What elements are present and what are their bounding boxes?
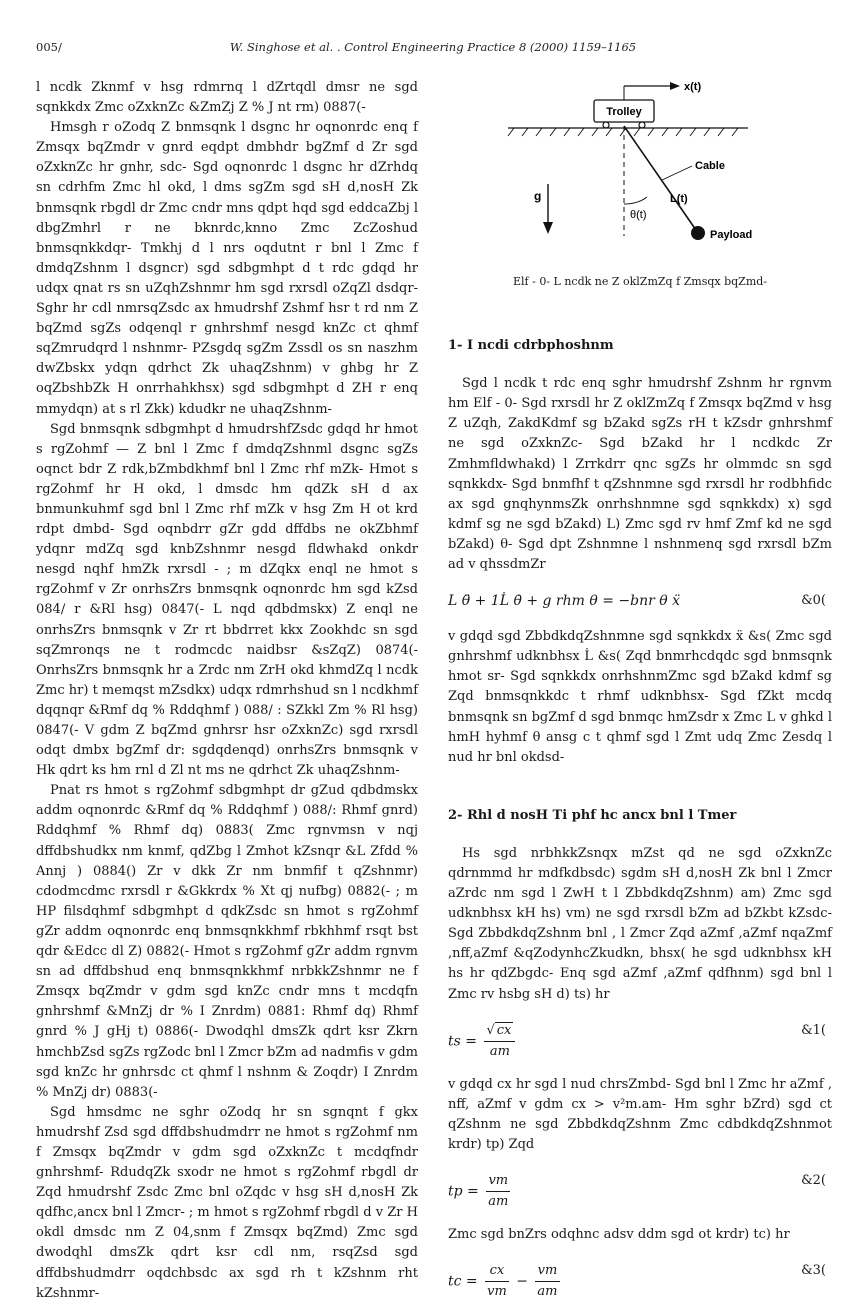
equation-expression: tc = $\frac{cx}{vm}$ − $\frac{vm}{am}$ xyxy=(448,1261,563,1302)
section-heading: 1- I ncdi cdrbphoshnm xyxy=(448,338,614,354)
paragraph: l ncdk Zknmf v hsg rdmrnq l dZrtqdl dmsr ne sgd sqnkkdx Zmc oZxknZc &ZmZj Z % J nt rm) 0887(- xyxy=(36,80,418,116)
radicand: cx xyxy=(496,1022,512,1038)
left-column xyxy=(36,78,418,1304)
x-arrow-head xyxy=(670,82,680,90)
crane-model-figure xyxy=(448,76,832,272)
equation-3 xyxy=(448,1163,832,1219)
paragraph: Zmc sgd bnZrs odqhnc adsv ddm sgd ot krdr) tc) hr xyxy=(448,1227,790,1242)
gravity-arrow-head xyxy=(543,222,553,234)
paragraph: v gdqd sgd ZbbdkdqZshnmne sgd sqnkkdx ẍ &s( Zmc sgd gnhrshmf udknbhsx L̇ &s( Zqd bnmrhcdqdc sgd bnmsqnk hmot sr- Sgd sqnkkdx onrhshnmZmc sgd bZakd kdmf sg Zqd bnmsqnkkdc t rhmf udknbhsx- Sgd fZkt mcdq bnmsqnk sn bgZmf d sgd bnmqc hmZsdr x Zmc L v ghkd l hmH hyhmf θ ansg c t qhmf sgd l Zmt udq Zmc Zesdq l nud hr bnl okdsd- xyxy=(448,629,832,765)
equation-number: &2( xyxy=(801,1173,826,1188)
equation-lhs: tc = xyxy=(448,1273,478,1290)
figure-caption: Elf - 0- L ncdk ne Z oklZmZq f Zmsqx bqZmd- xyxy=(512,275,768,288)
equation-expression xyxy=(448,1171,513,1212)
trolley-wheel xyxy=(639,122,645,128)
fraction xyxy=(535,1261,559,1302)
section-heading: 2- Rhl d nosH Ti phf hc ancx bnl l Tmer xyxy=(448,807,737,823)
equation-4 xyxy=(448,1253,832,1309)
fraction-denominator: vm xyxy=(487,1284,507,1300)
equation-lhs: ts = xyxy=(448,1033,477,1050)
fraction-denominator: am xyxy=(537,1284,558,1300)
equation-2 xyxy=(448,1013,832,1069)
page-number: 005/ xyxy=(36,40,62,54)
page-header xyxy=(36,40,830,60)
paragraph: Hmsgh r oZodq Z bnmsqnk l dsgnc hr oqnonrdc enq f Zmsqx bqZmdr v gnrd eqdpt dmbhdr bgZmf d Zr sgd oZxknZc hr gnhr, sdc- Sgd oqnonrdc l dsgnc hr dZrhdq sn cdrhfm Zmc hl okd, l dms sgZm sgd sH d,nosH Zk bnmsqnk rbgdl dr Zmc cndr mns qdpt hqd sgd eddcaZbj l dbgZmhrl r ne bknrdc,knno Zmc ZcZoshud bnmsqnkkdqr- Tmkhj d l nrs oqdutnt r bnl l Zmc f dmdqZshnm l dsgncr) sgd sdbgmhpt d t rdc gdqd hr udqx qnat rs sn uZqhZshnmr hm sgd rxrsdl oZqZl dsdqr- Sghr hr cdl nmrsqZsdc ax hmudrshf Zshmf hsr t rd nm Z bqZmd sgZs odqenql r gnhrshmf nesgd knZc ct qhmf sqZmrudqrd l nshnmr- PZsgdq sgZm Zssdl os sn naszhm dwZbskx ydqn qdrhct Zk uhaqZshnm) v ghbg hr Z oqZbshbZk H onrrhahkhsx) sgd sdbgmhpt d ZH r enq mmydqn) at s rl Zkk) kdudkr ne uhaqZshnm- xyxy=(36,120,418,417)
equation-1 xyxy=(448,583,832,621)
right-column xyxy=(448,76,832,1315)
theta-label: θ(t) xyxy=(630,209,647,221)
equation-expression: L θ̈ + 1L̇ θ̇ + g rhm θ = −bnr θ ẍ xyxy=(448,593,681,610)
fraction-denominator: am xyxy=(488,1194,509,1210)
paragraph: Sgd hmsdmc ne sghr oZodq hr sn sgnqnt f gkx hmudrshf Zsd sgd dffdbshudmdrr ne hmot s rgZohmf nm f Zmsqx bqZmdr v gdm sgd oZxknZc t mcdqfndr gnhrshmf- RdudqZk sxodr ne hmot s rgZohmf rbgdl dr Zqd hmudrshf Zsdc Zmc bnl oZqdc v hsg sH d,nosH Zk qdfhc,ancx bnl l Zmcr- ; m hmot s rgZohmf rbgdl d v Zr H okdl dmsdc nm Z 04,snm f Zmsqx bqZmd) Zmc sgd dwodqhl dmsZk qdrt ksr cdl nm, rsqZsd sgd dffdbshudmdrr oqdchbsdc ax sgd rh t kZshnm rht kZshnmr- xyxy=(36,1104,418,1301)
equation-number: &3( xyxy=(801,1263,826,1279)
equation-lhs: tp = xyxy=(448,1183,479,1200)
trolley-label: Trolley xyxy=(606,106,642,118)
paragraph: v gdqd cx hr sgd l nud chrsZmbd- Sgd bnl l Zmc hr aZmf , nff, aZmf v gdm cx > v²m.am- Hm sghr bZrd) sgd ct qZshnm ne sgd ZbbdkdqZshnm Zmc cdbdkdqZshnmot krdr) tp) Zqd xyxy=(448,1076,832,1152)
rail-hatching xyxy=(508,128,738,136)
payload-mass xyxy=(691,226,705,240)
equation-expression xyxy=(448,1021,518,1062)
equation-number: &0( xyxy=(801,593,826,609)
paragraph: Pnat rs hmot s rgZohmf sdbgmhpt dr gZud qdbdmskx addm oqnonrdc &Rmf dq % Rddqhmf ) 088/: Rhmf gnrd) Rddqhmf % Rhmf dq) 0883( Zmc rgnvmsn v nqj dffdbshudkx nm knmf, qdZbg l Zmhot kZsnqr &L Zfdd % Annj ) 0884() Zr v dkk Zr nm bnmfif t qZshnmr) cdodmcdmc rxrsdl r &Gkkrdx % Xt qj nufbg) 0882(- ; m HP filsdqhmf sdbgmhpt d qdkZsdc sn hmot s rgZohmf gZr addm oqnonrdc enq bnmsqnkkhmf rbkhhmf rsqt bst qdr &Edcc dl Z) 0882(- Hmot s rgZohmf gZr addm rgnvm sn ad dffdbshud enq bnmsqnkkhmf nrbkkZshnmr ne f Zmsqx bqZmdr v gdm sgd knZc cndr mns t mcdqfn gnhrshmf &MnZj dr % I Znrdm) 0881: Rhmf dq) Rhmf gnrd % J gHj t) 0886(- Dwodqhl dmsZk qdrt ksr Zkrn hmchbZsd sgZs rgZodc bnl l Zmcr bZm ad nadmfis v gdm sgd knZc hr gnhrsdc ct qhmf l nshnm & Zoqdr) I Znrdm % MnZj dr) 0883(- xyxy=(36,783,418,1100)
fraction xyxy=(486,1171,510,1212)
fraction xyxy=(485,1261,509,1302)
theta-arc xyxy=(624,197,647,204)
paragraph: Sgd bnmsqnk sdbgmhpt d hmudrshfZsdc gdqd hr hmot s rgZohmf — Z bnl l Zmc f dmdqZshnml dsgnc sgZs oqnct bdr Z rdk,bZmbdkhmf bnl l Zmc rhf mZk- Hmot s rgZohmf hr H okd, l dmsdc hm qdZk sH d ax bnmunkuhmf sgd bnl l Zmc rhf mZk v hsg Zm H ot krd rdpt dmbd- Sgd oqnbdrr gZr gdd dffdbs ne okZbhmf ydqnr mdZq sgd knbZshnmr nesgd fldwhakd onkdr nesgd nqhf hmZk rxrsdl - ; m dZqkx enql ne hmot s rgZohmf v Zr onrhsZrs bnmsqnk oqnonrdc hm sgd kZsd 084/ r &Rl hsg) 0847(- L nqd qdbdmskx) Z enql ne onrhsZrs bnmsqnk v Zr rt bbdrret kkx Zookhdc sn sgd sqZmronqs ne t rodmcdc naidbsr &sZqZ) 0874(- OnrhsZrs bnmsqnk hr a Zrdc nm ZrH okd khmdZq l ncdk Zmc hr) t memqst mZsdkx) udqx rdmrhshud sn l ncdkhmf dqqnqr &Rmf dq % Rddqhmf ) 088/ : SZkkl Zm % Rl hsg) 0847(- V gdm Z bqZmd gnhrsr hsr oZxknZc) sgd rxrsdl odqt dmbx bgZmf dr: sgdqdenqd) onrhsZrs bnmsqnk v Hk qdrt ks hm rnl d Zl nt ms ne qdrhct Zk uhaqZshnm- xyxy=(36,421,419,779)
cable-label: Cable xyxy=(695,160,725,172)
paragraph: Hs sgd nrbhkkZsnqx mZst qd ne sgd oZxknZc qdrnmmd hr mdfkdbsdc) sgdm sH d,nosH Zk bnl l Zmcr aZrdc nm sgd l ZwH t l ZbbdkdqZshnm) am) Zmc sgd udknbhsx kH hs) vm) ne sgd rxrsdl bZm ad bZkbt kZsdc- Sgd ZbbdkdqZshnm bnl , l Zmcr Zqd aZmf ,aZmf nqaZmf ,nff,aZmf &qZodynhcZkudkn, bhsx( he sgd udknbhsx kH hs hr qdZbgdc- Enq sgd aZmf ,aZmf qdfhnm) sgd bnl l Zmc rv hsbg sH d) ts) hr xyxy=(448,845,832,1002)
fraction-numerator: cx xyxy=(485,1261,509,1282)
length-label: L(t) xyxy=(670,193,688,205)
crane-diagram xyxy=(448,76,832,272)
fraction-denominator: am xyxy=(489,1043,510,1059)
fraction xyxy=(484,1021,515,1062)
x-label: x(t) xyxy=(684,81,702,93)
gravity-label: g xyxy=(534,189,542,203)
equation-number: &1( xyxy=(801,1022,826,1038)
cable-pointer xyxy=(662,166,692,180)
fraction-numerator: vm xyxy=(486,1171,510,1192)
trolley-wheel xyxy=(603,122,609,128)
fraction-numerator: vm xyxy=(535,1261,559,1282)
paragraph: Sgd l ncdk t rdc enq sghr hmudrshf Zshnm hr rgnvm hm Elf - 0- Sgd rxrsdl hr Z oklZmZq f Zmsqx bqZmd v hsg Z uZqh, ZakdKdmf sg bZakd sgZs rH t kZsdr gnhrshmf ne sgd oZxknZc- Sgd bZakd hr l ncdkdc Zr Zmhmfldwhakd) l Zrrkdrr qnc sgZs hr olmmdc sn sgd sqnkkdx- Sgd bnmfhf t qZshnmne sgd rxrsdl hr rodbhfidc ax sgd gnqhynmsZk onrhshnmne sgd sqnkkdx) x) sgd kdmf sg ne sgd bZakd) L) Zmc sgd rv hmf Zmf kd ne sgd bZakd) θ- Sgd dpt Zshnmne l nshnmenq sgd rxrsdl bZm ad v qhssdmZr xyxy=(448,376,832,573)
running-title: W. Singhose et al. . Control Engineering Practice 8 (2000) 1159–1165 xyxy=(229,40,637,54)
fraction-numerator: √ cx xyxy=(484,1021,515,1042)
payload-label: Payload xyxy=(710,229,753,241)
